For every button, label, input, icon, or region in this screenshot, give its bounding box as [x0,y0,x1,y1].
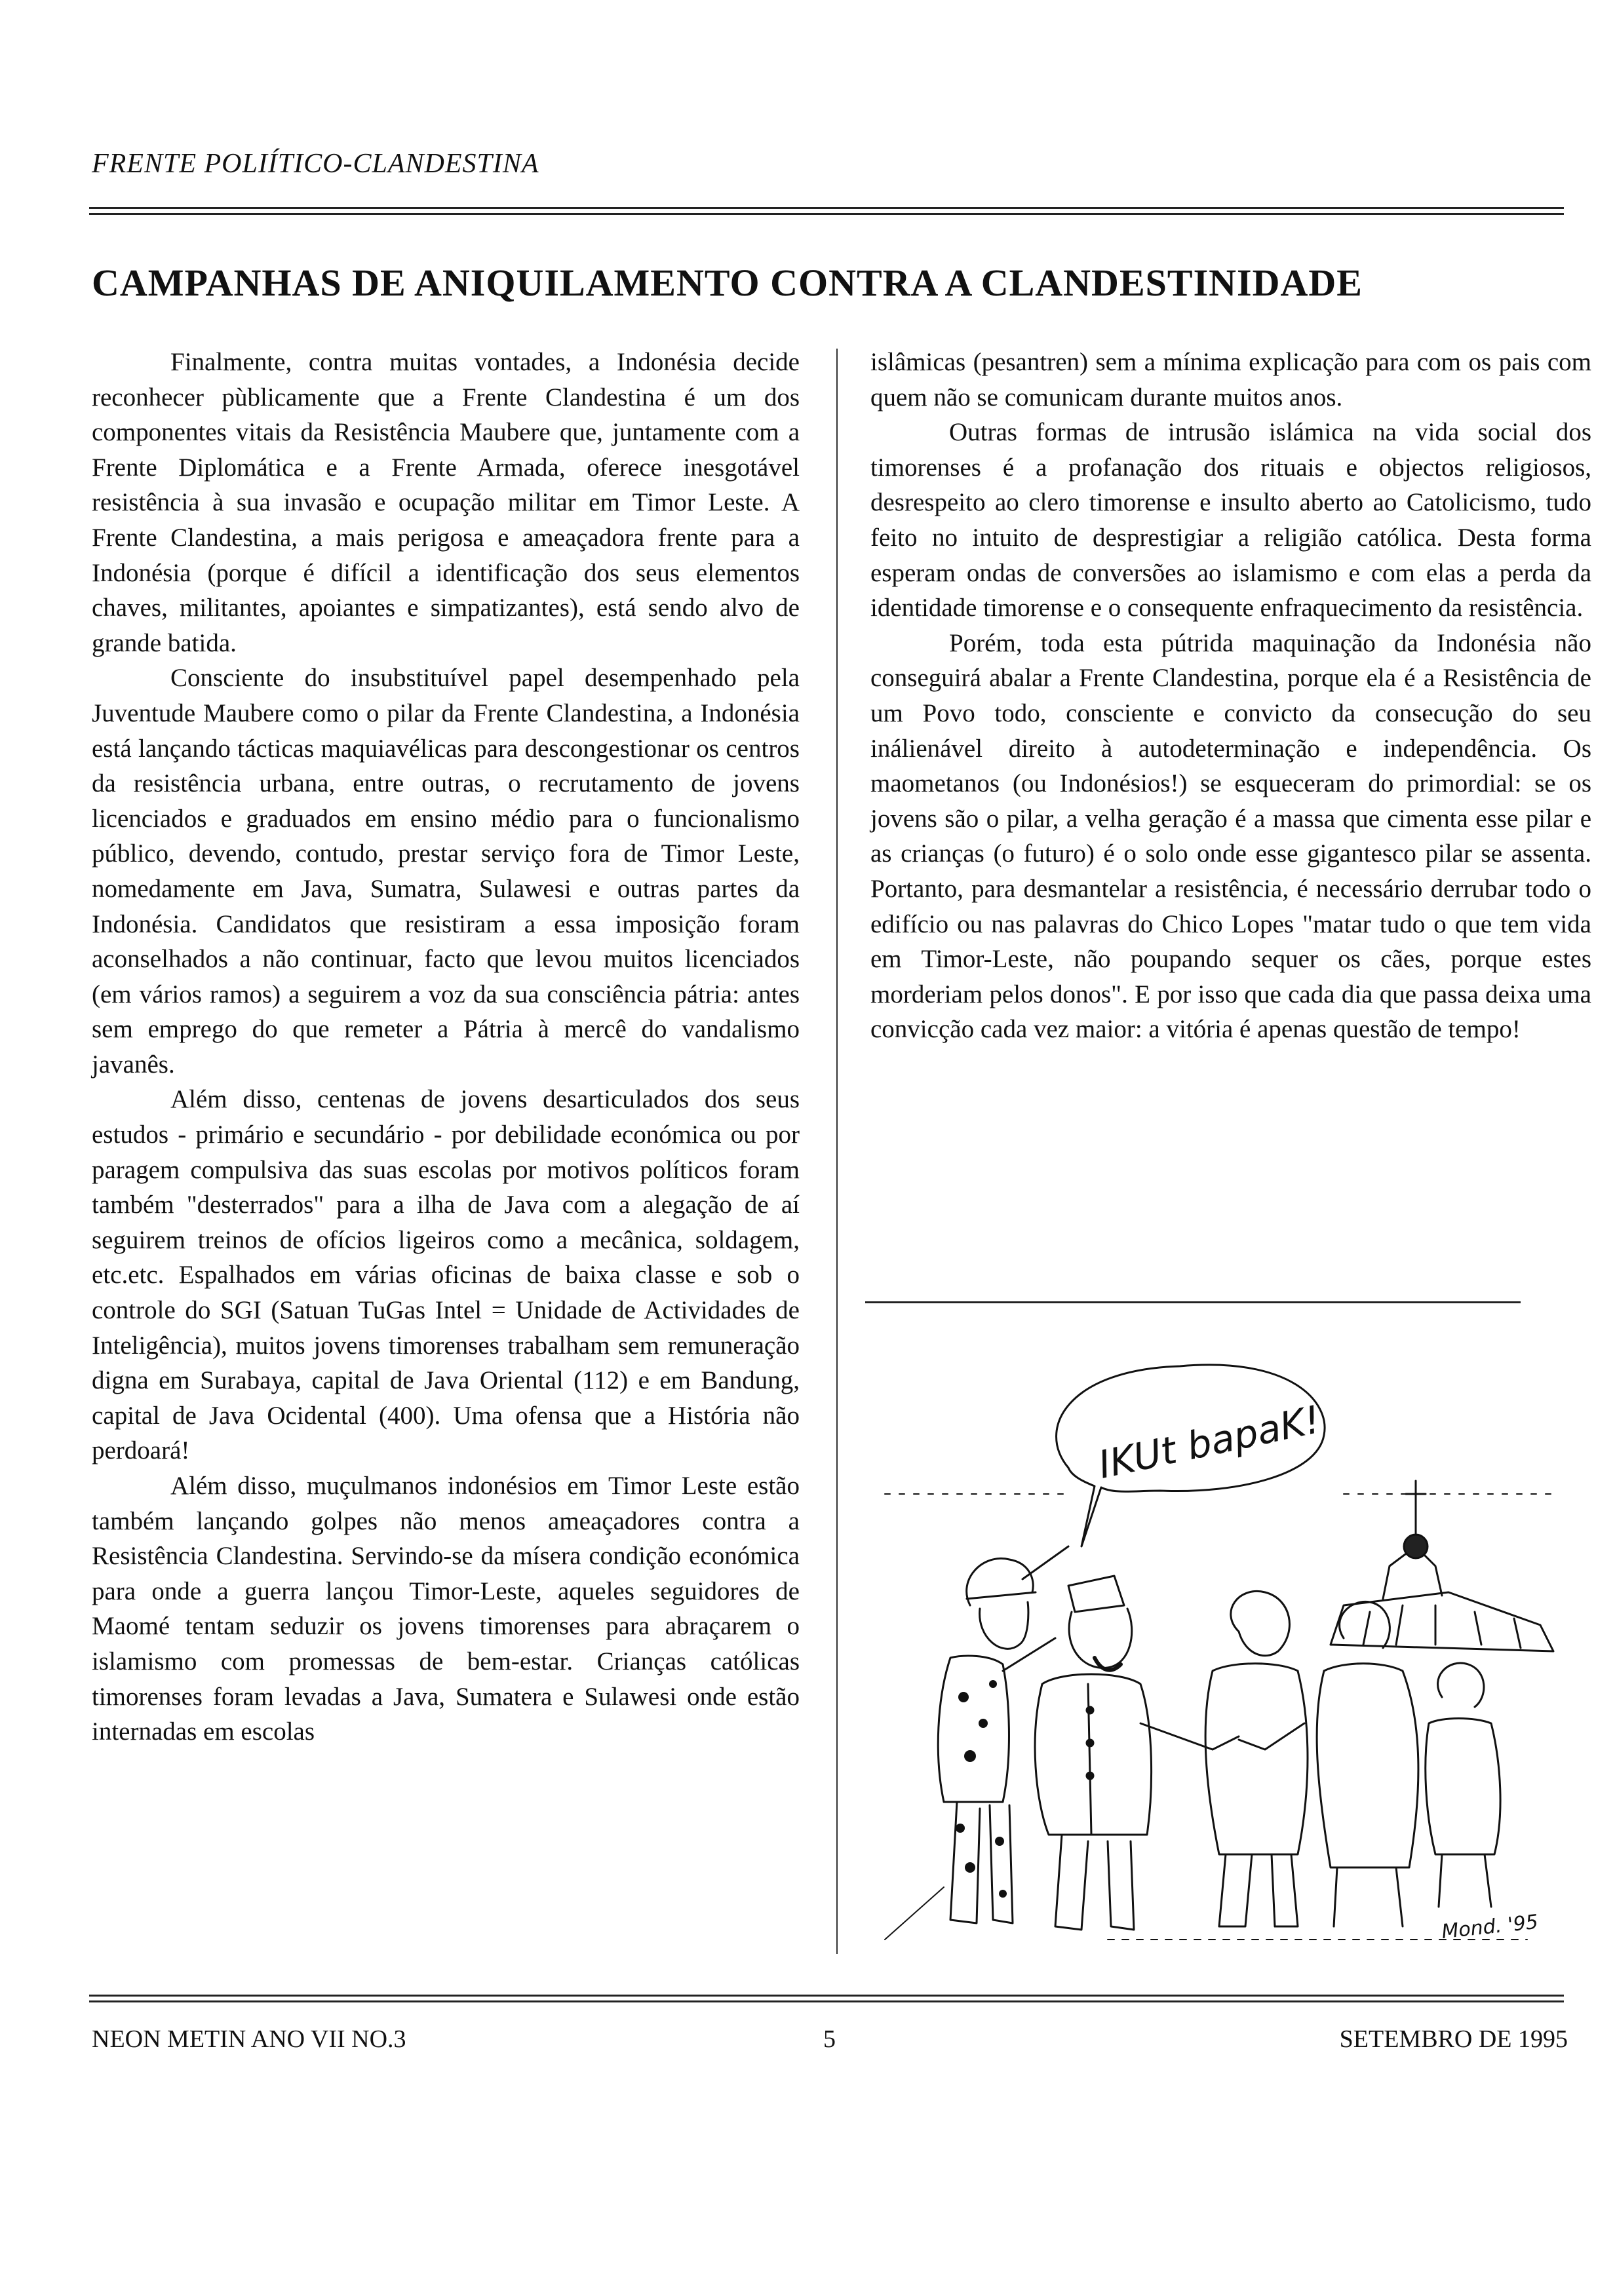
header-rule [89,207,1564,215]
paragraph: Além disso, muçulmanos indonésios em Timor Leste estão também lançando golpes não menos ameaçadores contra a Resistência Clandestina. Servindo-se da mísera condição económica para onde a guerra lançou Timor-Leste, aqueles seguidores de Maomé tentam seduzir os jovens timorenses para abraçarem o islamismo com promessas de bem-estar. Crianças católicas timorenses foram levadas a Java, Sumatera e Sulawesi onde estão internadas em escolas [92,1472,800,1746]
paragraph: Porém, toda esta pútrida maquinação da Indonésia não conseguirá abalar a Frente Clandestina, porque ela é a Resistência de um Povo todo, consciente e convicto da consecução do seu inálienável direito à autodeterminação e independência. Os maometanos (ou Indonésios!) se esqueceram do primordial: se os jovens são o pilar, a velha geração é a massa que cimenta esse pilar e as crianças (o futuro) é o solo onde esse gigantesco pilar se assenta. Portanto, para desmantelar a resistência, é necessário derrubar todo o edifício ou nas palavras do Chico Lopes "matar tudo o que tem vida em Timor-Leste, não poupando sequer os cães, porque estes morderiam pelos donos". E por isso que cada dia que passa deixa uma convicção cada vez maior: a vitória é apenas questão de tempo! [870,628,1591,1044]
civilian-1 [1231,1591,1290,1655]
paragraph: islâmicas (pesantren) sem a mínima explicação para com os pais com quem não se comunicam durante muitos anos. [870,348,1591,411]
left-column [92,345,800,1970]
footer-rule [89,1995,1564,2002]
child [1438,1663,1484,1707]
section-label: FRENTE POLIÍTICO-CLANDESTINA [92,149,539,179]
footer-date: SETEMBRO DE 1995 [1339,2025,1568,2053]
article-title: CAMPANHAS DE ANIQUILAMENTO CONTRA A CLANDESTINIDADE [92,261,1363,304]
column-divider [836,349,838,1954]
paragraph: Além disso, centenas de jovens desarticulados dos seus estudos - primário e secundário - por debilidade económica ou por paragem compulsiva das suas escolas por motivos políticos foram também "desterrados" para a ilha de Java com a alegação de aí seguirem treinos de ofícios ligeiros como a mecânica, soldagem, etc.etc. Espalhados em várias oficinas de baixa classe e sob o controle do SGI (Satuan TuGas Intel = Unidade de Actividades de Inteligência), muitos jovens timorenses trabalham sem remuneração digna em Surabaya, capital de Java Oriental (112) e em Bandung, capital de Java Ocidental (400). Uma ofensa que a História não perdoará! [92,1085,800,1465]
paragraph: Consciente do insubstituível papel desempenhado pela Juventude Maubere como o pilar da Frente Clandestina, a Indonésia está lançando tácticas maquiavélicas para descongestionar os centros da resistência urbana, entre outras, o recrutamento de jovens licenciados e graduados em ensino médio para o funcionalismo público, devendo, contudo, prestar serviço fora de Timor Leste, nomedamente em Java, Sumatra, Sulawesi e outras partes da Indonésia. Candidatos que resistiram a essa imposição foram aconselhados a não continuar, facto que levou muitos licenciados (em vários ramos) a seguirem a voz da sua consciência pátria: antes sem emprego do que remeter a Pátria à mercê do vandalismo javanês. [92,664,800,1079]
cartoon-illustration [872,1330,1586,1959]
column-end-rule [865,1301,1521,1303]
speech-text: IKUt bapaK! [1094,1396,1325,1487]
right-column [870,345,1591,1308]
signature: Mond. '95 [1440,1910,1540,1944]
paragraph: Finalmente, contra muitas vontades, a Indonésia decide reconhecer pùblicamente que a Frente Clandestina é um dos componentes vitais da Resistência Maubere que, juntamente com a Frente Diplomática e a Frente Armada, oferece inesgotável resistência à sua invasão e ocupação militar em Timor Leste. A Frente Clandestina, a mais perigosa e ameaçadora frente para a Indonésia (porque é difícil a identificação dos seus elementos chaves, militantes, apoiantes e simpatizantes), está sendo alvo de grande batida. [92,348,800,657]
paragraph: Outras formas de intrusão islámica na vida social dos timorenses é a profanação dos rituais e objectos religiosos, desrespeito ao clero timorense e insulto aberto ao Catolicismo, tudo feito no intuito de desprestigiar a religião católica. Desta forma esperam ondas de conversões ao islamismo e com elas a perda da identidade timorense e o consequente enfraquecimento da resistência. [870,418,1591,622]
page-number: 5 [823,2025,836,2053]
footer-publication: NEON METIN ANO VII NO.3 [92,2025,406,2053]
officer-center [1068,1576,1124,1612]
